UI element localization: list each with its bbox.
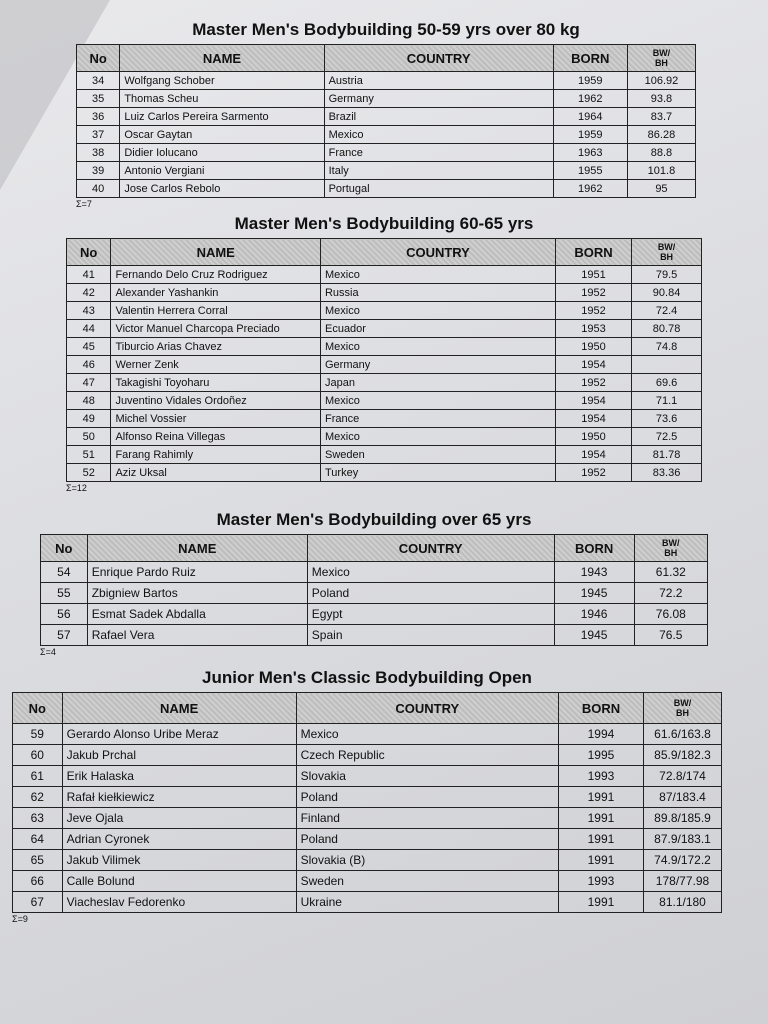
cell-name: Aziz Uksal bbox=[111, 464, 321, 482]
cell-name: Jeve Ojala bbox=[62, 808, 296, 829]
cell-bw-bh: 83.7 bbox=[627, 108, 695, 126]
section-title: Junior Men's Classic Bodybuilding Open bbox=[202, 668, 532, 687]
header-born: BORN bbox=[553, 45, 627, 72]
cell-bw-bh: 86.28 bbox=[627, 126, 695, 144]
cell-country: France bbox=[324, 144, 553, 162]
cell-name: Luiz Carlos Pereira Sarmento bbox=[120, 108, 324, 126]
cell-bw-bh: 87/183.4 bbox=[644, 787, 722, 808]
entry-count: Σ=7 bbox=[76, 199, 92, 209]
table-row bbox=[13, 745, 722, 766]
table-row bbox=[77, 144, 696, 162]
table-row bbox=[67, 266, 702, 284]
header-name: NAME bbox=[120, 45, 324, 72]
cell-no: 59 bbox=[13, 724, 63, 745]
table-row bbox=[41, 625, 708, 646]
cell-name: Takagishi Toyoharu bbox=[111, 374, 321, 392]
cell-bw-bh: 61.32 bbox=[634, 562, 707, 583]
table-row bbox=[41, 562, 708, 583]
cell-name: Adrian Cyronek bbox=[62, 829, 296, 850]
cell-name: Enrique Pardo Ruiz bbox=[87, 562, 307, 583]
cell-country: Austria bbox=[324, 72, 553, 90]
cell-bw-bh: 61.6/163.8 bbox=[644, 724, 722, 745]
header-no: No bbox=[41, 535, 88, 562]
section-master-60-65 bbox=[66, 214, 702, 493]
table-row bbox=[13, 808, 722, 829]
section-junior-classic bbox=[12, 668, 722, 924]
results-table bbox=[40, 534, 708, 646]
cell-name: Viacheslav Fedorenko bbox=[62, 892, 296, 913]
table-row bbox=[67, 356, 702, 374]
cell-born: 1962 bbox=[553, 180, 627, 198]
table-row bbox=[13, 724, 722, 745]
cell-no: 60 bbox=[13, 745, 63, 766]
cell-bw-bh: 106.92 bbox=[627, 72, 695, 90]
section-title: Master Men's Bodybuilding 50-59 yrs over 80 kg bbox=[192, 20, 580, 39]
section-master-50-59 bbox=[76, 20, 696, 209]
cell-bw-bh: 76.5 bbox=[634, 625, 707, 646]
cell-country: Brazil bbox=[324, 108, 553, 126]
entry-count: Σ=4 bbox=[40, 647, 56, 657]
cell-no: 47 bbox=[67, 374, 111, 392]
table-header-row bbox=[67, 239, 702, 266]
cell-born: 1943 bbox=[554, 562, 634, 583]
cell-no: 38 bbox=[77, 144, 120, 162]
cell-country: Mexico bbox=[307, 562, 554, 583]
cell-country: Ecuador bbox=[320, 320, 555, 338]
cell-name: Jakub Prchal bbox=[62, 745, 296, 766]
table-row bbox=[77, 72, 696, 90]
cell-no: 50 bbox=[67, 428, 111, 446]
cell-bw-bh: 95 bbox=[627, 180, 695, 198]
cell-bw-bh: 74.8 bbox=[632, 338, 702, 356]
cell-bw-bh: 83.36 bbox=[632, 464, 702, 482]
cell-name: Michel Vossier bbox=[111, 410, 321, 428]
cell-bw-bh: 72.2 bbox=[634, 583, 707, 604]
cell-country: Mexico bbox=[320, 338, 555, 356]
section-title: Master Men's Bodybuilding 60-65 yrs bbox=[234, 214, 534, 233]
cell-born: 1993 bbox=[558, 871, 643, 892]
cell-country: Sweden bbox=[320, 446, 555, 464]
cell-bw-bh: 88.8 bbox=[627, 144, 695, 162]
cell-born: 1964 bbox=[553, 108, 627, 126]
cell-no: 67 bbox=[13, 892, 63, 913]
results-table bbox=[66, 238, 702, 482]
section-title: Master Men's Bodybuilding over 65 yrs bbox=[216, 510, 532, 529]
cell-country: Mexico bbox=[320, 302, 555, 320]
cell-bw-bh: 72.4 bbox=[632, 302, 702, 320]
cell-no: 62 bbox=[13, 787, 63, 808]
cell-name: Tiburcio Arias Chavez bbox=[111, 338, 321, 356]
table-row bbox=[67, 392, 702, 410]
table-header-row bbox=[13, 693, 722, 724]
header-no: No bbox=[67, 239, 111, 266]
header-born: BORN bbox=[554, 535, 634, 562]
cell-bw-bh: 71.1 bbox=[632, 392, 702, 410]
cell-no: 42 bbox=[67, 284, 111, 302]
cell-name: Wolfgang Schober bbox=[120, 72, 324, 90]
cell-no: 44 bbox=[67, 320, 111, 338]
cell-born: 1951 bbox=[555, 266, 631, 284]
cell-name: Didier Iolucano bbox=[120, 144, 324, 162]
cell-no: 61 bbox=[13, 766, 63, 787]
table-row bbox=[67, 284, 702, 302]
table-row bbox=[13, 829, 722, 850]
cell-bw-bh: 93.8 bbox=[627, 90, 695, 108]
cell-born: 1991 bbox=[558, 787, 643, 808]
entry-count: Σ=12 bbox=[66, 483, 87, 493]
cell-name: Esmat Sadek Abdalla bbox=[87, 604, 307, 625]
cell-no: 63 bbox=[13, 808, 63, 829]
cell-bw-bh bbox=[632, 356, 702, 374]
cell-no: 35 bbox=[77, 90, 120, 108]
cell-name: Rafał kiełkiewicz bbox=[62, 787, 296, 808]
cell-country: France bbox=[320, 410, 555, 428]
table-row bbox=[77, 180, 696, 198]
table-row bbox=[13, 892, 722, 913]
cell-born: 1950 bbox=[555, 338, 631, 356]
cell-name: Rafael Vera bbox=[87, 625, 307, 646]
header-country: COUNTRY bbox=[307, 535, 554, 562]
table-header-row bbox=[41, 535, 708, 562]
cell-name: Oscar Gaytan bbox=[120, 126, 324, 144]
cell-country: Ukraine bbox=[296, 892, 558, 913]
header-country: COUNTRY bbox=[320, 239, 555, 266]
cell-born: 1954 bbox=[555, 356, 631, 374]
cell-country: Czech Republic bbox=[296, 745, 558, 766]
table-row bbox=[13, 787, 722, 808]
cell-born: 1946 bbox=[554, 604, 634, 625]
cell-country: Mexico bbox=[296, 724, 558, 745]
cell-no: 55 bbox=[41, 583, 88, 604]
cell-country: Poland bbox=[296, 829, 558, 850]
table-row bbox=[67, 374, 702, 392]
cell-name: Thomas Scheu bbox=[120, 90, 324, 108]
cell-no: 46 bbox=[67, 356, 111, 374]
table-row bbox=[13, 850, 722, 871]
cell-bw-bh: 81.1/180 bbox=[644, 892, 722, 913]
table-row bbox=[67, 410, 702, 428]
cell-name: Fernando Delo Cruz Rodriguez bbox=[111, 266, 321, 284]
cell-born: 1963 bbox=[553, 144, 627, 162]
cell-born: 1954 bbox=[555, 392, 631, 410]
cell-bw-bh: 85.9/182.3 bbox=[644, 745, 722, 766]
cell-born: 1962 bbox=[553, 90, 627, 108]
cell-name: Werner Zenk bbox=[111, 356, 321, 374]
cell-bw-bh: 80.78 bbox=[632, 320, 702, 338]
cell-country: Turkey bbox=[320, 464, 555, 482]
cell-country: Germany bbox=[324, 90, 553, 108]
cell-no: 40 bbox=[77, 180, 120, 198]
cell-no: 45 bbox=[67, 338, 111, 356]
table-row bbox=[67, 464, 702, 482]
cell-born: 1955 bbox=[553, 162, 627, 180]
cell-born: 1991 bbox=[558, 892, 643, 913]
table-row bbox=[67, 320, 702, 338]
table-row bbox=[41, 604, 708, 625]
table-row bbox=[67, 338, 702, 356]
cell-no: 56 bbox=[41, 604, 88, 625]
cell-country: Russia bbox=[320, 284, 555, 302]
table-header-row bbox=[77, 45, 696, 72]
cell-bw-bh: 76.08 bbox=[634, 604, 707, 625]
cell-country: Mexico bbox=[320, 428, 555, 446]
cell-bw-bh: 178/77.98 bbox=[644, 871, 722, 892]
cell-born: 1995 bbox=[558, 745, 643, 766]
cell-no: 49 bbox=[67, 410, 111, 428]
cell-born: 1952 bbox=[555, 284, 631, 302]
cell-no: 39 bbox=[77, 162, 120, 180]
cell-born: 1952 bbox=[555, 464, 631, 482]
results-table bbox=[12, 692, 722, 913]
header-name: NAME bbox=[62, 693, 296, 724]
cell-no: 54 bbox=[41, 562, 88, 583]
cell-no: 57 bbox=[41, 625, 88, 646]
cell-bw-bh: 81.78 bbox=[632, 446, 702, 464]
cell-country: Italy bbox=[324, 162, 553, 180]
header-no: No bbox=[13, 693, 63, 724]
cell-name: Jose Carlos Rebolo bbox=[120, 180, 324, 198]
cell-name: Erik Halaska bbox=[62, 766, 296, 787]
cell-born: 1991 bbox=[558, 829, 643, 850]
cell-bw-bh: 101.8 bbox=[627, 162, 695, 180]
table-row bbox=[13, 766, 722, 787]
cell-no: 41 bbox=[67, 266, 111, 284]
header-bw-bh: BW/ BH bbox=[634, 535, 707, 562]
cell-bw-bh: 74.9/172.2 bbox=[644, 850, 722, 871]
cell-born: 1952 bbox=[555, 302, 631, 320]
entry-count: Σ=9 bbox=[12, 914, 28, 924]
cell-country: Germany bbox=[320, 356, 555, 374]
cell-name: Juventino Vidales Ordoñez bbox=[111, 392, 321, 410]
cell-country: Poland bbox=[296, 787, 558, 808]
header-name: NAME bbox=[87, 535, 307, 562]
cell-name: Jakub Vilimek bbox=[62, 850, 296, 871]
cell-country: Mexico bbox=[320, 392, 555, 410]
header-born: BORN bbox=[555, 239, 631, 266]
cell-name: Calle Bolund bbox=[62, 871, 296, 892]
cell-no: 43 bbox=[67, 302, 111, 320]
table-row bbox=[41, 583, 708, 604]
cell-name: Alfonso Reina Villegas bbox=[111, 428, 321, 446]
cell-bw-bh: 69.6 bbox=[632, 374, 702, 392]
cell-bw-bh: 89.8/185.9 bbox=[644, 808, 722, 829]
cell-country: Slovakia (B) bbox=[296, 850, 558, 871]
cell-born: 1953 bbox=[555, 320, 631, 338]
header-country: COUNTRY bbox=[324, 45, 553, 72]
cell-name: Farang Rahimly bbox=[111, 446, 321, 464]
cell-country: Mexico bbox=[324, 126, 553, 144]
cell-born: 1993 bbox=[558, 766, 643, 787]
cell-country: Egypt bbox=[307, 604, 554, 625]
cell-no: 66 bbox=[13, 871, 63, 892]
cell-born: 1954 bbox=[555, 446, 631, 464]
table-row bbox=[77, 108, 696, 126]
header-bw-bh: BW/ BH bbox=[627, 45, 695, 72]
cell-born: 1959 bbox=[553, 126, 627, 144]
table-row bbox=[77, 90, 696, 108]
cell-country: Spain bbox=[307, 625, 554, 646]
header-bw-bh: BW/ BH bbox=[632, 239, 702, 266]
cell-born: 1959 bbox=[553, 72, 627, 90]
cell-bw-bh: 72.5 bbox=[632, 428, 702, 446]
table-row bbox=[67, 446, 702, 464]
cell-name: Valentin Herrera Corral bbox=[111, 302, 321, 320]
section-master-over-65 bbox=[40, 510, 708, 657]
cell-bw-bh: 73.6 bbox=[632, 410, 702, 428]
cell-country: Poland bbox=[307, 583, 554, 604]
cell-name: Zbigniew Bartos bbox=[87, 583, 307, 604]
cell-born: 1945 bbox=[554, 625, 634, 646]
cell-bw-bh: 79.5 bbox=[632, 266, 702, 284]
table-row bbox=[13, 871, 722, 892]
cell-name: Gerardo Alonso Uribe Meraz bbox=[62, 724, 296, 745]
table-row bbox=[67, 428, 702, 446]
cell-country: Mexico bbox=[320, 266, 555, 284]
cell-born: 1994 bbox=[558, 724, 643, 745]
cell-no: 37 bbox=[77, 126, 120, 144]
cell-country: Japan bbox=[320, 374, 555, 392]
cell-no: 51 bbox=[67, 446, 111, 464]
cell-no: 65 bbox=[13, 850, 63, 871]
cell-bw-bh: 72.8/174 bbox=[644, 766, 722, 787]
cell-country: Finland bbox=[296, 808, 558, 829]
results-table bbox=[76, 44, 696, 198]
cell-bw-bh: 87.9/183.1 bbox=[644, 829, 722, 850]
table-row bbox=[67, 302, 702, 320]
header-name: NAME bbox=[111, 239, 321, 266]
header-country: COUNTRY bbox=[296, 693, 558, 724]
cell-born: 1952 bbox=[555, 374, 631, 392]
header-no: No bbox=[77, 45, 120, 72]
cell-country: Portugal bbox=[324, 180, 553, 198]
cell-born: 1945 bbox=[554, 583, 634, 604]
cell-born: 1954 bbox=[555, 410, 631, 428]
cell-name: Alexander Yashankin bbox=[111, 284, 321, 302]
header-bw-bh: BW/ BH bbox=[644, 693, 722, 724]
cell-no: 36 bbox=[77, 108, 120, 126]
cell-bw-bh: 90.84 bbox=[632, 284, 702, 302]
cell-born: 1991 bbox=[558, 808, 643, 829]
cell-name: Victor Manuel Charcopa Preciado bbox=[111, 320, 321, 338]
cell-country: Slovakia bbox=[296, 766, 558, 787]
cell-no: 48 bbox=[67, 392, 111, 410]
cell-no: 34 bbox=[77, 72, 120, 90]
cell-name: Antonio Vergiani bbox=[120, 162, 324, 180]
cell-no: 52 bbox=[67, 464, 111, 482]
cell-born: 1991 bbox=[558, 850, 643, 871]
cell-born: 1950 bbox=[555, 428, 631, 446]
cell-country: Sweden bbox=[296, 871, 558, 892]
cell-no: 64 bbox=[13, 829, 63, 850]
header-born: BORN bbox=[558, 693, 643, 724]
table-row bbox=[77, 162, 696, 180]
table-row bbox=[77, 126, 696, 144]
